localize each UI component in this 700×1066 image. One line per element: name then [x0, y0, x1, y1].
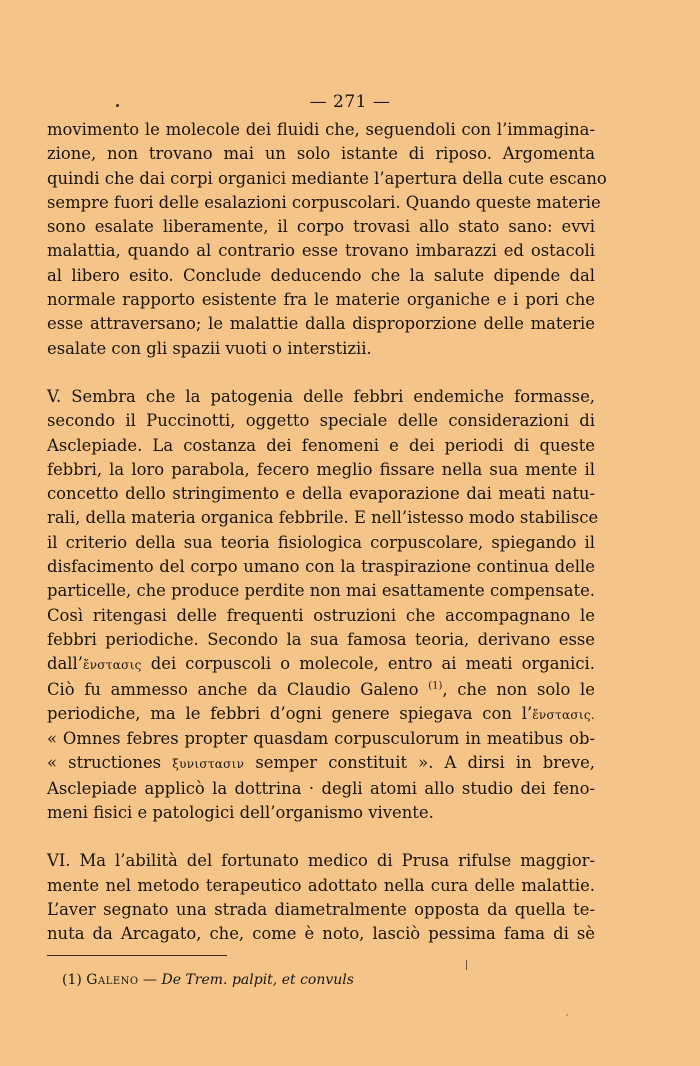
text-line: meni fisici e patologici dell’organismo vivente.	[47, 803, 434, 823]
text-line: al libero esito. Conclude deducendo che la salute dipende dal	[47, 265, 595, 285]
footnote-divider	[47, 955, 227, 956]
text-line	[47, 702, 595, 727]
text-line: VI. Ma l’abilità del fortunato medico di Prusa rifulse maggior-	[47, 851, 595, 871]
paragraph-2	[47, 385, 599, 825]
text-fragment: semper constituit ». A dirsi in breve,	[244, 753, 595, 773]
text-line: secondo il Puccinotti, oggetto speciale delle considerazioni di	[47, 411, 595, 431]
text-fragment: « structiones	[47, 753, 173, 773]
text-line: sono esalate liberamente, il corpo trovasi allo stato sano: evvi	[47, 217, 595, 237]
text-line: movimento le molecole dei fluidi che, seguendoli con l’immagina-	[47, 120, 595, 139]
paper-speck	[566, 1014, 568, 1016]
footnote-dash: —	[138, 972, 162, 988]
footnote-marker: (1)	[62, 972, 82, 988]
text-fragment: Ciò fu ammesso anche da Claudio Galeno	[47, 679, 429, 699]
text-line: Asclepiade applicò la dottrina · degli atomi allo studio dei feno-	[47, 778, 595, 798]
footnote	[62, 970, 354, 990]
text-line	[47, 751, 595, 776]
text-fragment: periodiche, ma le febbri d’ogni genere spiegava con l’	[47, 703, 533, 723]
text-line: normale rapporto esistente fra le materie organiche e i pori che	[47, 290, 595, 310]
text-line: sempre fuori delle esalazioni corpuscolari. Quando queste materie	[47, 192, 601, 212]
body-text	[47, 118, 607, 947]
footnote-title: De Trem. palpit, et convuls	[161, 972, 354, 988]
page-number: — 271 —	[309, 92, 391, 112]
text-line: particelle, che produce perdite non mai esattamente compensate.	[47, 581, 595, 601]
greek-word: ξυνιστασιν	[172, 757, 245, 772]
paragraph-1	[47, 118, 607, 361]
text-line: febbri, la loro parabola, fecero meglio fissare nella sua mente il	[47, 459, 595, 479]
text-line: esalate con gli spazii vuoti o interstizii.	[47, 338, 372, 358]
text-line: mente nel metodo terapeutico adottato nella cura delle malattie.	[47, 875, 595, 895]
text-line: zione, non trovano mai un solo istante di riposo. Argomenta	[47, 144, 595, 164]
greek-word: ἔνστασις.	[532, 707, 595, 722]
greek-word: ἔνστασις	[82, 658, 142, 673]
paragraph-3	[47, 849, 595, 946]
text-line: Asclepiade. La costanza dei fenomeni e dei periodi di queste	[47, 435, 595, 455]
text-line: Così ritengasi delle frequenti ostruzioni che accompagnano le	[47, 605, 595, 625]
text-line: quindi che dai corpi organici mediante l’apertura della cute escano	[47, 168, 607, 188]
text-line: rali, della materia organica febbrile. E nell’istesso modo stabilisce	[47, 508, 599, 528]
text-line: febbri periodiche. Secondo la sua famosa teoria, derivano esse	[47, 629, 595, 649]
text-line: disfacimento del corpo umano con la traspirazione continua delle	[47, 557, 595, 577]
text-line: il criterio della sua teoria fisiologica corpuscolare, spiegando il	[47, 532, 595, 552]
text-fragment: dei corpuscoli o molecole, entro ai meati organici.	[141, 654, 595, 674]
text-line: concetto dello stringimento e della evaporazione dai meati natu-	[47, 484, 595, 504]
ink-mark	[466, 960, 467, 970]
footnote-author: Galeno	[86, 972, 139, 988]
text-line	[47, 652, 595, 677]
text-line: V. Sembra che la patogenia delle febbri endemiche formasse,	[47, 386, 595, 406]
text-fragment: , che non solo le	[442, 679, 595, 699]
text-line: malattia, quando al contrario esse trovano imbarazzi ed ostacoli	[47, 241, 595, 261]
text-fragment: dall’	[47, 654, 83, 674]
text-line: L’aver segnato una strada diametralmente opposta da quella te-	[47, 899, 595, 919]
text-line: nuta da Arcagato, che, come è noto, lasciò pessima fama di sè	[47, 924, 595, 944]
footnote-reference[interactable]: (1)	[428, 680, 443, 692]
text-line	[47, 678, 595, 702]
text-line: esse attraversano; le malattie dalla disproporzione delle materie	[47, 314, 595, 334]
text-line: « Omnes febres propter quasdam corpusculorum in meatibus ob-	[47, 729, 595, 749]
